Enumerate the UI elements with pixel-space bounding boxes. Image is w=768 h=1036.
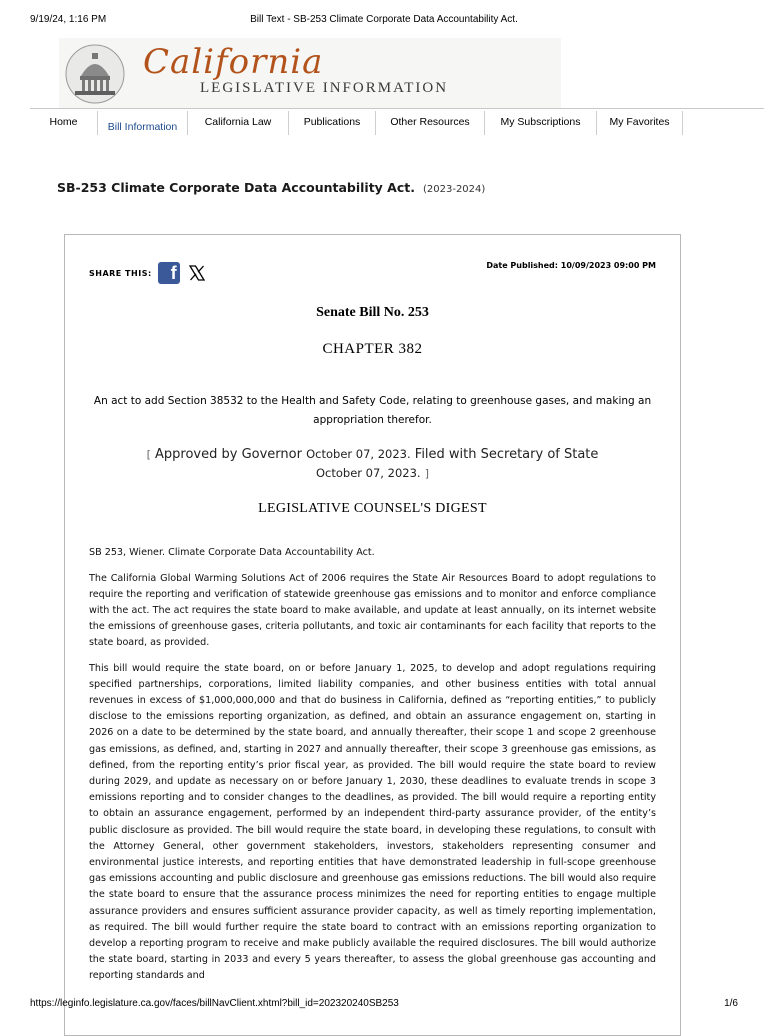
- share-bar: [89, 262, 206, 284]
- nav-my-subscriptions[interactable]: My Subscriptions: [485, 111, 597, 135]
- page-url: https://leginfo.legislature.ca.gov/faces/billNavClient.xhtml?bill_id=202320240SB253: [30, 998, 399, 1009]
- nav-home[interactable]: Home: [30, 111, 98, 135]
- print-header: [30, 14, 738, 28]
- print-footer: [30, 998, 738, 1012]
- logo-california: California: [143, 42, 324, 82]
- capitol-dome-icon: [65, 44, 125, 104]
- page-number: 1/6: [724, 998, 738, 1009]
- chapter-number: CHAPTER 382: [322, 341, 423, 357]
- senate-bill-number: Senate Bill No. 253: [316, 305, 429, 320]
- nav-other-resources[interactable]: Other Resources: [376, 111, 485, 135]
- banner-divider: [30, 108, 764, 109]
- date-published: Date Published: 10/09/2023 09:00 PM: [486, 261, 656, 270]
- nav-bill-information[interactable]: Bill Information: [98, 111, 188, 135]
- approval-label: Approved by Governor: [155, 447, 302, 462]
- digest-heading: LEGISLATIVE COUNSEL'S DIGEST: [258, 501, 487, 516]
- print-datetime: 9/19/24, 1:16 PM: [30, 14, 107, 25]
- approval-open-bracket: [: [146, 448, 151, 461]
- share-label: SHARE THIS:: [89, 268, 152, 278]
- filed-label: Filed with Secretary of State: [414, 447, 599, 462]
- print-page-title: Bill Text - SB-253 Climate Corporate Data Accountability Act.: [250, 14, 518, 25]
- act-description: An act to add Section 38532 to the Health and Safety Code, relating to greenhouse gases, and making an appropriation therefor.: [93, 395, 652, 426]
- digest-paragraph: SB 253, Wiener. Climate Corporate Data Accountability Act.: [89, 546, 375, 558]
- facebook-icon[interactable]: f: [158, 262, 180, 284]
- approval-line: [125, 445, 620, 483]
- main-nav: [30, 111, 764, 135]
- nav-publications[interactable]: Publications: [289, 111, 376, 135]
- approval-date: October 07, 2023.: [306, 447, 411, 461]
- filed-date: October 07, 2023.: [316, 466, 421, 480]
- approval-close-bracket: ]: [424, 467, 429, 480]
- digest-paragraph: The California Global Warming Solutions Act of 2006 requires the State Air Resources Board to adopt regulations to require the reporting and verification of statewide greenhouse gas emissions and to monitor and enforce compliance with the act. The act requires the state board to make available, and update at least annually, on its internet website the emissions of greenhouse gases, criteria pollutants, and toxic air contaminants for each facility that reports to the state board, as provided.: [89, 572, 656, 649]
- site-banner[interactable]: [59, 38, 561, 108]
- x-twitter-icon[interactable]: [188, 264, 206, 282]
- nav-california-law[interactable]: California Law: [188, 111, 289, 135]
- bill-document: [64, 234, 681, 1036]
- logo-subtitle: LEGISLATIVE INFORMATION: [200, 80, 449, 96]
- nav-my-favorites[interactable]: My Favorites: [597, 111, 683, 135]
- bill-heading: [57, 180, 485, 195]
- bill-session: (2023-2024): [422, 184, 486, 195]
- digest-paragraph: This bill would require the state board, on or before January 1, 2025, to develop and adopt regulations requiring specified partnerships, corporations, limited liability companies, and other business entities with total annual revenues in excess of $1,000,000,000 and that do business in California, defined as “reporting entities,” to publicly disclose to the emissions reporting organization, as defined, and obtain an assurance engagement on, starting in 2026 on a date to be determined by the state board, and annually thereafter, their scope 1 and scope 2 greenhouse gas emissions, as defined, and, starting in 2027 and annually thereafter, their scope 3 greenhouse gas emissions, as defined, from the reporting entity’s prior fiscal year, as provided. The bill would require the state board to review during 2029, and update as necessary on or before January 1, 2030, these deadlines to evaluate trends in scope 3 emissions reporting and to consider changes to the deadlines, as provided. The bill would require a reporting entity to obtain an assurance engagement, performed by an independent third-party assurance provider, of the entity’s public disclosure as provided. The bill would require the state board, in developing these regulations, to consult with the Attorney General, other government stakeholders, investors, stakeholders representing consumer and environmental justice interests, and reporting entities that have demonstrated leadership in full-scope greenhouse gas emissions accounting and public disclosure and greenhouse gas emissions reductions. The bill would also require the state board to ensure that the assurance process minimizes the need for reporting entities to engage multiple assurance providers and ensures sufficient assurance provider capacity, as well as timely reporting implementation, as required. The bill would further require the state board to contract with an emissions reporting organization to develop a reporting program to receive and make publicly available the required disclosures. The bill would authorize the state board, starting in 2033 and every 5 years thereafter, to assess the global greenhouse gas accounting and reporting standards and: [89, 662, 656, 982]
- bill-title: SB-253 Climate Corporate Data Accountability Act.: [57, 180, 415, 195]
